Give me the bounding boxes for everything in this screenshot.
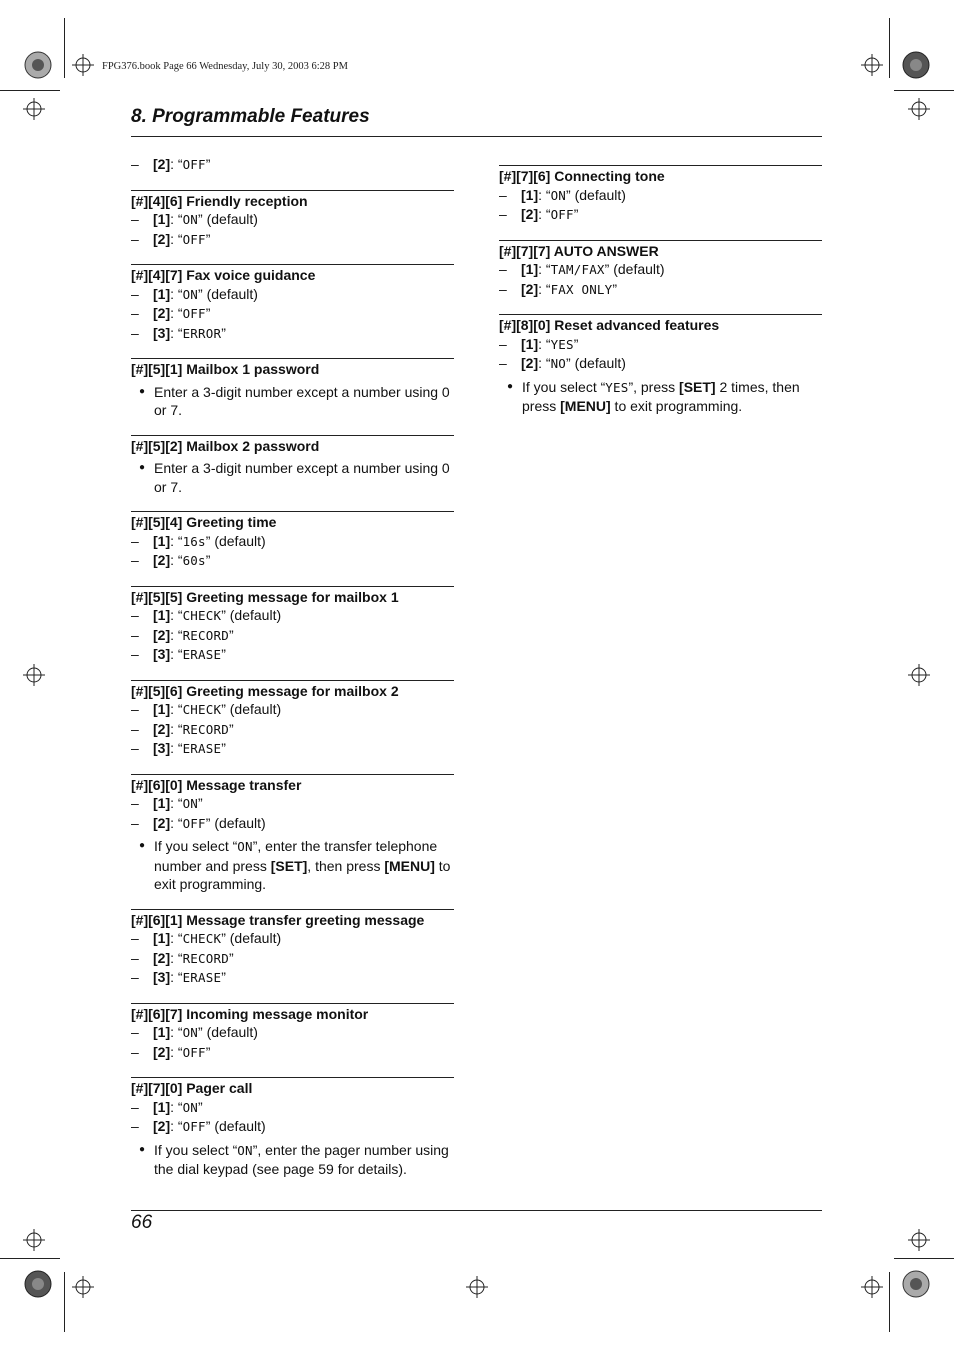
crop-line: [894, 90, 954, 91]
section-title: [#][4][7] Fax voice guidance: [131, 267, 316, 283]
option-item: – [1]: “CHECK” (default): [131, 607, 282, 623]
option-item: – [2]: “RECORD”: [131, 720, 234, 737]
option-item: – [2]: “RECORD”: [131, 949, 234, 966]
section-title: [#][7][0] Pager call: [131, 1080, 253, 1096]
option-item: – [1]: “CHECK” (default): [131, 930, 282, 946]
option-item: – [2]: “60s”: [131, 552, 211, 568]
registration-wheel-top-left: [24, 51, 52, 79]
footer-rule: [131, 1210, 822, 1211]
crop-line: [889, 1272, 890, 1332]
section-incoming-message-monitor: [131, 1003, 454, 1063]
note: ● If you select “ON”, enter the pager number using the dial keypad (see page 59 for details).: [139, 1141, 449, 1177]
section-title: [#][6][1] Message transfer greeting message: [131, 911, 425, 928]
option-item: – [3]: “ERASE”: [131, 740, 226, 756]
section-connecting-tone: [499, 165, 822, 225]
option-item: – [2]: “OFF” (default): [131, 814, 266, 831]
option-item: – [3]: “ERASE”: [131, 969, 226, 985]
section-fax-voice-guidance: [131, 264, 454, 343]
crosshair-mark-bottom-center: [466, 1276, 488, 1298]
registration-wheel-top-right: [902, 51, 930, 79]
note: ● Enter a 3-digit number except a number using 0 or 7.: [139, 383, 450, 418]
chapter-title: 8. Programmable Features: [131, 106, 370, 127]
section-mailbox-2-password: [131, 435, 454, 497]
option-item: – [2]: “FAX ONLY”: [499, 280, 618, 297]
section-greeting-message-mailbox-1: [131, 586, 454, 665]
section-title: [#][5][1] Mailbox 1 password: [131, 361, 320, 377]
option-item: – [1]: “CHECK” (default): [131, 701, 282, 717]
section-message-transfer: [131, 774, 454, 894]
option-item: – [2]: “OFF”: [131, 305, 211, 321]
crosshair-mark-top-left: [72, 54, 94, 76]
section-title: [#][6][0] Message transfer: [131, 776, 302, 793]
note: ● If you select “YES”, press [SET] 2 times, then press [MENU] to exit programming.: [507, 378, 800, 414]
crosshair-mark-left-lower: [23, 1229, 45, 1251]
left-column: [131, 155, 454, 1194]
note: ● If you select “ON”, enter the transfer telephone number and press [SET], then press [MENU] to exit programming.: [139, 838, 451, 892]
crop-line: [64, 18, 65, 78]
option-item: – [1]: “ON” (default): [131, 211, 258, 227]
crop-line: [0, 90, 60, 91]
section-title: [#][5][4] Greeting time: [131, 514, 277, 530]
option-item: – [1]: “YES”: [499, 335, 579, 352]
section-mailbox-1-password: [131, 358, 454, 420]
option-item: – [2]: “OFF”: [499, 206, 579, 222]
option-item: – [1]: “ON” (default): [499, 186, 626, 203]
section-title: [#][6][7] Incoming message monitor: [131, 1005, 369, 1022]
section-message-transfer-greeting: [131, 909, 454, 988]
section-title: [#][4][6] Friendly reception: [131, 192, 308, 209]
header-rule: [131, 136, 822, 137]
print-info: FPG376.book Page 66 Wednesday, July 30, 2003 6:28 PM: [102, 61, 348, 72]
option-item: – [1]: “TAM/FAX” (default): [499, 261, 665, 277]
option-item: – [1]: “ON”: [131, 1098, 203, 1115]
option-item: – [2]: “OFF” (default): [131, 1118, 266, 1134]
option-item: – [1]: “ON” (default): [131, 285, 258, 302]
crosshair-mark-top-right: [861, 54, 883, 76]
page-number: 66: [131, 1212, 153, 1233]
crop-line: [0, 1258, 60, 1259]
right-column: [499, 165, 822, 431]
section-title: [#][7][6] Connecting tone: [499, 168, 665, 184]
crosshair-mark-right-middle: [908, 664, 930, 686]
section-greeting-message-mailbox-2: [131, 680, 454, 759]
crosshair-mark-left-upper: [23, 98, 45, 120]
section-title: [#][5][2] Mailbox 2 password: [131, 437, 320, 454]
option-item: – [1]: “16s” (default): [131, 532, 266, 549]
crosshair-mark-right-upper: [908, 98, 930, 120]
option-item: – [2]: “OFF”: [131, 1043, 211, 1060]
registration-wheel-bottom-left: [24, 1270, 52, 1298]
crosshair-mark-left-middle: [23, 664, 45, 686]
section-title: [#][8][0] Reset advanced features: [499, 317, 720, 333]
option-item: – [2]: “NO” (default): [499, 355, 626, 371]
crosshair-mark-right-lower: [908, 1229, 930, 1251]
section-title: [#][5][6] Greeting message for mailbox 2: [131, 682, 399, 699]
section-greeting-time: [131, 511, 454, 571]
crop-line: [64, 1272, 65, 1332]
section-continued: [131, 155, 454, 175]
section-friendly-reception: [131, 190, 454, 250]
section-title: [#][7][7] AUTO ANSWER: [499, 242, 659, 259]
crop-line: [894, 1258, 954, 1259]
section-title: [#][5][5] Greeting message for mailbox 1: [131, 588, 399, 605]
option-item: – [3]: “ERROR”: [131, 324, 226, 341]
note: ● Enter a 3-digit number except a number using 0 or 7.: [139, 460, 450, 495]
crosshair-mark-bottom-left: [72, 1276, 94, 1298]
section-auto-answer: [499, 240, 822, 300]
option-item: – [2]: “OFF”: [131, 156, 211, 172]
crop-line: [889, 18, 890, 78]
option-item: – [1]: “ON” (default): [131, 1024, 258, 1040]
crosshair-mark-bottom-right: [861, 1276, 883, 1298]
option-item: – [2]: “RECORD”: [131, 626, 234, 643]
option-item: – [3]: “ERASE”: [131, 646, 226, 662]
section-reset-advanced-features: [499, 314, 822, 416]
option-item: – [1]: “ON”: [131, 795, 203, 811]
section-pager-call: [131, 1077, 454, 1179]
registration-wheel-bottom-right: [902, 1270, 930, 1298]
option-item: – [2]: “OFF”: [131, 230, 211, 247]
